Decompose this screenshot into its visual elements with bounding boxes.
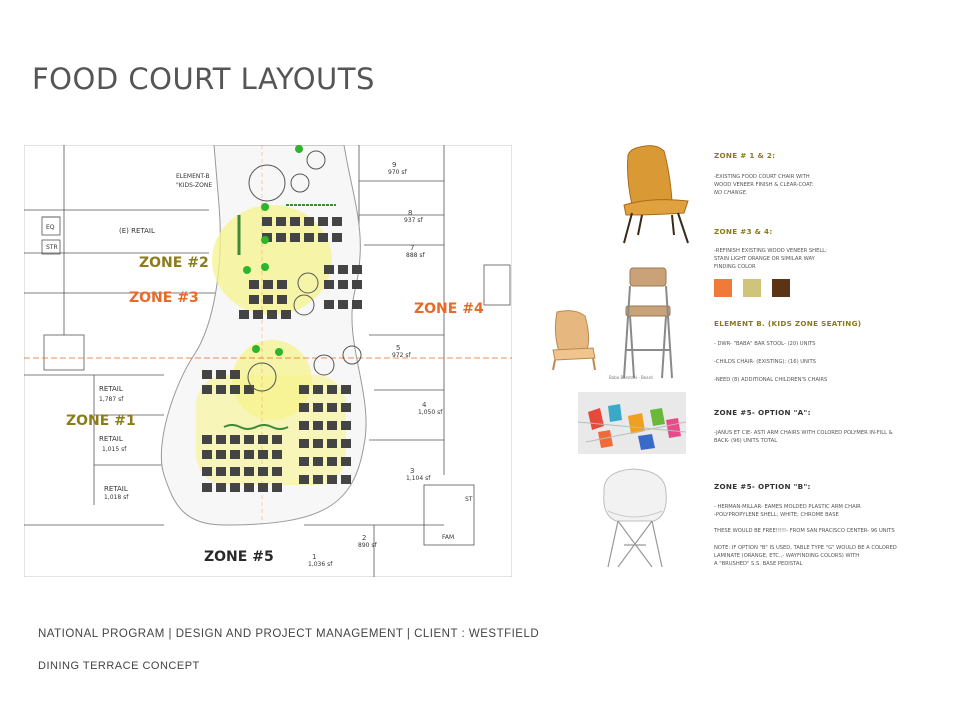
retail-c-sf: 1,018 sf bbox=[104, 494, 129, 501]
spec-element-b-line-3: -NEED (8) ADDITIONAL CHILDREN'S CHAIRS bbox=[714, 377, 828, 384]
spec-zone-1-2-line: -EXISTING FOOD COURT CHAIR WITH bbox=[714, 174, 810, 180]
element-b-label: ELEMENT-B bbox=[176, 173, 210, 180]
swatch-orange bbox=[714, 279, 732, 297]
retail-a-sf: 1,787 sf bbox=[99, 396, 124, 403]
room-area: 890 sf bbox=[358, 542, 377, 549]
footer-program: NATIONAL PROGRAM | DESIGN AND PROJECT MANAGEMENT | CLIENT : WESTFIELD bbox=[38, 628, 540, 640]
child-chair-image bbox=[547, 308, 603, 372]
eq-label: EQ bbox=[46, 224, 55, 231]
str-label: STR bbox=[46, 244, 58, 251]
spec-zone-5b-free: THESE WOULD BE FREE!!!!!- FROM SAN FRACISCO CENTER- 96 UNITS bbox=[714, 528, 895, 535]
spec-zone-1-2 bbox=[714, 151, 929, 198]
spec-zone-1-2-title: ZONE # 1 & 2: bbox=[714, 151, 776, 160]
asti-chairs-image bbox=[578, 392, 686, 454]
spec-element-b-title: ELEMENT B. (KIDS ZONE SEATING) bbox=[714, 319, 862, 328]
zone-1-label: ZONE #1 bbox=[66, 413, 136, 429]
page-title: FOOD COURT LAYOUTS bbox=[32, 62, 375, 96]
e-retail-label: (E) RETAIL bbox=[119, 227, 155, 235]
fam-label: FAM bbox=[442, 534, 455, 541]
spec-zone-5a-line: BACK- (96) UNITS TOTAL bbox=[714, 438, 778, 445]
spec-zone-3-4-line: -REFINISH EXISTING WOOD VENEER SHELL; bbox=[714, 248, 827, 254]
room-area: 1,036 sf bbox=[308, 561, 333, 568]
room-area: 1,050 sf bbox=[418, 409, 443, 416]
room-area: 1,104 sf bbox=[406, 475, 431, 482]
color-swatches bbox=[714, 279, 790, 297]
spec-zone-5b-line: - HERMAN-MILLAR- EAMES MOLDED PLASTIC ARM CHAIR bbox=[714, 504, 861, 510]
room-number: 5 bbox=[396, 344, 401, 352]
retail-a-label: RETAIL bbox=[99, 385, 123, 393]
room-number: 4 bbox=[422, 401, 427, 409]
bar-stool-image bbox=[612, 266, 682, 382]
spec-element-b-line-1: - DWR- "BABA" BAR STOOL- (20) UNITS bbox=[714, 341, 816, 347]
room-number: 7 bbox=[410, 244, 415, 252]
st-label: ST bbox=[465, 496, 473, 503]
spec-zone-5a-line: -JANUS ET CIE- ASTI ARM CHAIRS WITH COLORED POLYMER IN-FILL & bbox=[714, 430, 893, 436]
swatch-tan bbox=[743, 279, 761, 297]
spec-zone-3-4-line: FINDING COLOR bbox=[714, 264, 756, 271]
spec-zone-5b-note: LAMINATE (ORANGE, ETC.,- WAYFINDING COLORS) WITH bbox=[714, 552, 860, 559]
room-number: 9 bbox=[392, 161, 397, 169]
spec-zone-5a bbox=[714, 408, 929, 445]
spec-element-b-line-2: -CHILDS CHAIR- (EXISTING): (16) UNITS bbox=[714, 359, 816, 366]
retail-b-sf: 1,015 sf bbox=[102, 446, 127, 453]
spec-zone-1-2-line: WOOD VENEER FINISH & CLEAR-COAT: bbox=[714, 182, 814, 189]
room-area: 937 sf bbox=[404, 217, 423, 224]
swatch-brown bbox=[772, 279, 790, 297]
spec-zone-5b bbox=[714, 482, 929, 568]
retail-c-label: RETAIL bbox=[104, 485, 128, 493]
food-court-chair-image bbox=[612, 143, 694, 247]
room-area: 972 sf bbox=[392, 352, 411, 359]
room-number: 8 bbox=[408, 209, 413, 217]
room-number: 3 bbox=[410, 467, 415, 475]
baba-caption: Baba Barstool - Beard bbox=[609, 375, 653, 380]
floor-plan-drawing bbox=[24, 145, 512, 577]
spec-zone-3-4 bbox=[714, 227, 929, 272]
spec-zone-3-4-line: STAIN LIGHT ORANGE OR SIMILAR WAY bbox=[714, 256, 815, 263]
spec-zone-3-4-title: ZONE #3 & 4: bbox=[714, 227, 773, 236]
zone-3-label: ZONE #3 bbox=[129, 290, 199, 306]
footer-concept: DINING TERRACE CONCEPT bbox=[38, 660, 200, 672]
zone-4-label: ZONE #4 bbox=[414, 301, 484, 317]
spec-zone-5b-note: NOTE: IF OPTION "B" IS USED, TABLE TYPE "G" WOULD BE A COLORED bbox=[714, 544, 897, 551]
eames-chair-image bbox=[594, 463, 676, 571]
spec-zone-5b-line: -POLYPROPYLENE SHELL; WHITE; CHROME BASE bbox=[714, 512, 839, 519]
room-area: 970 sf bbox=[388, 169, 407, 176]
room-number: 2 bbox=[362, 534, 367, 542]
zone-5-label: ZONE #5 bbox=[204, 549, 274, 565]
spec-zone-5b-title: ZONE #5- OPTION "B": bbox=[714, 482, 811, 491]
retail-b-label: RETAIL bbox=[99, 435, 123, 443]
spec-element-b bbox=[714, 319, 929, 385]
spec-zone-1-2-note: NO CHANGE. bbox=[714, 190, 748, 197]
zone-2-label: ZONE #2 bbox=[139, 255, 209, 271]
kids-zone-label: "KIDS-ZONE bbox=[176, 182, 213, 189]
room-area: 888 sf bbox=[406, 252, 425, 259]
spec-zone-5a-title: ZONE #5- OPTION "A": bbox=[714, 408, 811, 417]
spec-zone-5b-note: A "BRUSHED" S.S. BASE PEDISTAL bbox=[714, 561, 803, 568]
floor-plan bbox=[24, 145, 512, 577]
room-number: 1 bbox=[312, 553, 317, 561]
